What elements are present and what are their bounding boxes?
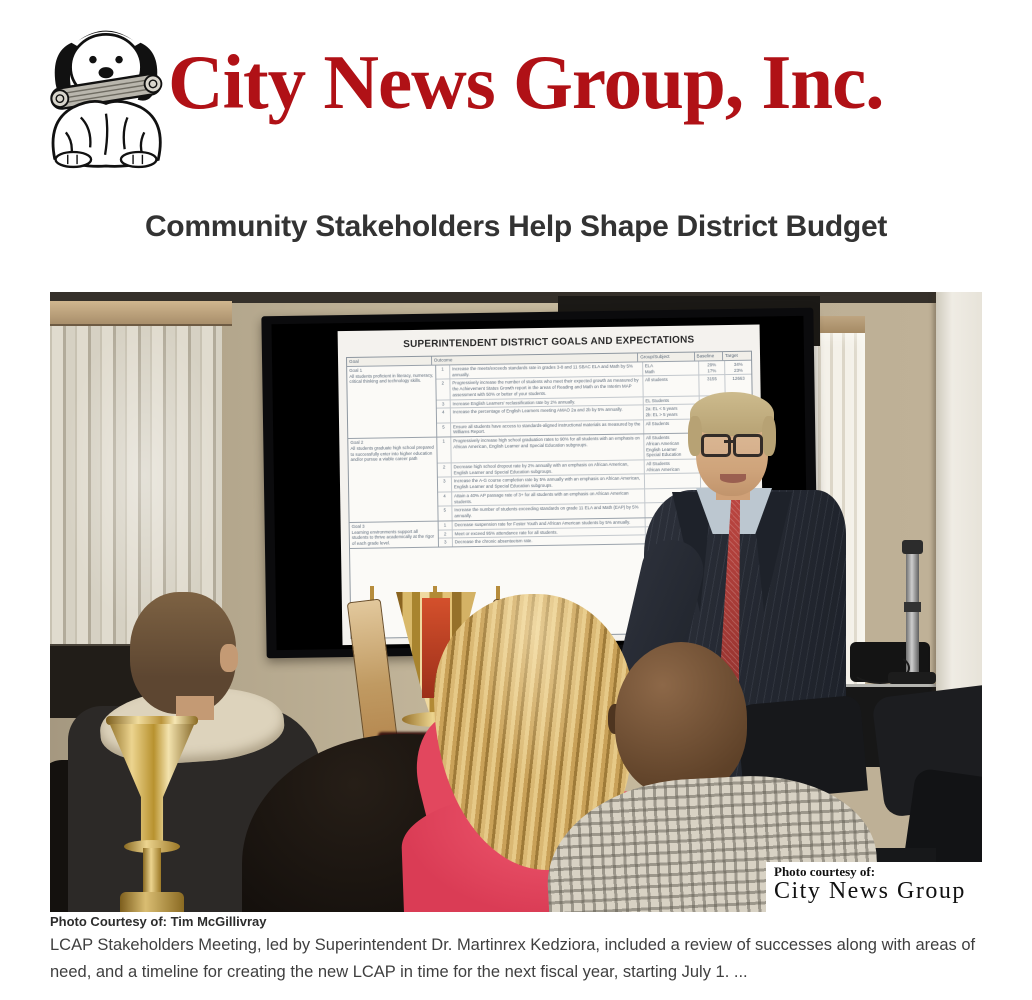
slide-outcome-row: 1 Decrease suspension rate for Foster Youth and African American students by 5% annually. xyxy=(438,516,753,530)
slide-outcome-row: 4 Increase the percentage of English Learners meeting AMAO 2a and 2b by 5% annually. 2a: EL < 5 years 2b: EL > 5 years xyxy=(437,404,752,423)
slide-outcome-row: 1 Progressively increase high school graduation rates to 90% for all students with an emphasis on African American, English Learner and Special Education subgroups. All Students African American English Learner Special Education xyxy=(437,433,753,464)
presenter-glasses xyxy=(701,434,763,454)
slide-outcome-row: 1 Increase the meets/exceeds standards rate in grades 3-8 and 11 SBAC ELA and Math by 5% annually. ELA Math 29% 17% 34% 23% xyxy=(436,361,751,380)
slide-outcome-row: 2 Progressively increase the number of students who meet their expected growth as measured by the Achievement Status Growth report in the areas of Reading and Math on the Interim MAP assessment with 50% or better of your students. All students 3155 12663 xyxy=(436,375,751,400)
audience-bald-man-head xyxy=(615,642,747,796)
watermark-line1: Photo courtesy of: xyxy=(774,864,876,879)
slide-column-header: Baseline xyxy=(694,352,723,360)
presenter-hair xyxy=(762,416,776,456)
gold-trophy xyxy=(102,716,206,912)
slide-goal-row: Goal 3 Learning environments support all students to thrive academically at the rigor of each grade level. 1 Decrease suspension rate for Foster Youth and African American students by 5% annually. 2 Meet or exceed 95% attendance rate for all students. 3 Decrease the chronic absenteeism rate. xyxy=(350,516,754,548)
photo-credit: Photo Courtesy of: Tim McGillivray xyxy=(50,914,267,929)
slide-goal-row: Goal 2 All students graduate high school prepared to successfully enter into higher education and/or pursue a viable career path 1 Progressively increase high school graduation rates to 90% for all students with an emphasis on African American, English Learner and Special Education subgroups. All Students African American English Learner Special Education 2 Decrease high school dropout rate by 2% annually with an emphasis on African American, English Learner and Special Education subgroups. All Students African American 3 Increase the A-G course completion rate by 5% annually with an emphasis on African American, English Learner and Special Education subgroups. 4 Attain a 40% AP passage rate of 3+ for all students with an emphasis on African American students. 5 Increase the number of students exceeding standards on grade 11 ELA and Math (EAP) by 5% annually. xyxy=(348,433,753,523)
dog-with-newspaper-icon xyxy=(36,16,176,176)
document-camera-clamp xyxy=(904,602,921,612)
watermark-line2: City News Group xyxy=(774,878,966,904)
slide-goal-row: Goal 1 All students proficient in literacy, numeracy, critical thinking and technology skills. 1 Increase the meets/exceeds standards rate in grades 3-8 and 11 SBAC ELA and Math by 5% annually. ELA Math 29% 17% 34% 23% 2 Progressively increase the number of students who meet their expected growth as measured by the Achievement Status Growth report in the areas of Reading and Math on the Interim MAP assessment with 50% or better of your students. All students 3155 12663 3 Increase English Learners' reclassification rate by 2% annually. EL Students 4 Increase the percentage of English Learners meeting AMAO 2a and 2b by 5% annually. 2a: EL < 5 years 2b: EL > 5 years 5 Ensure all students have access to standards-aligned instructional materials as measured by the Williams Report. All Students xyxy=(347,361,752,440)
slide-column-header: Goal xyxy=(347,357,432,366)
article-caption: LCAP Stakeholders Meeting, led by Superintendent Dr. Martinrex Kedziora, included a review of successes along with areas of need, and a timeline for creating the new LCAP in time for the next fiscal year, starting July 1. ... xyxy=(50,936,976,981)
document-camera-head xyxy=(902,540,923,554)
glasses-bridge xyxy=(724,440,734,443)
document-camera-base xyxy=(888,672,936,684)
window-valance-left xyxy=(50,301,232,326)
slide-outcome-row: 3 Increase English Learners' reclassification rate by 2% annually. EL Students xyxy=(436,395,751,409)
slide-outcome-row: 3 Increase the A-G course completion rate by 5% annually with an emphasis on African American, English Learner and Special Education subgroups. xyxy=(438,473,753,492)
slide-title: SUPERINTENDENT DISTRICT GOALS AND EXPECTATIONS xyxy=(403,334,695,351)
brand-title: City News Group, Inc. xyxy=(168,39,884,125)
presenter-mouth xyxy=(720,474,746,483)
presenter-hair xyxy=(688,416,702,456)
slide-column-header: Group/Subject xyxy=(638,353,694,362)
headline: Community Stakeholders Help Shape District Budget xyxy=(144,210,888,243)
slide-outcome-row: 5 Ensure all students have access to standards-aligned instructional materials as measured by the Williams Report. All Students xyxy=(437,418,752,436)
article-photo xyxy=(50,292,982,912)
slide-column-header: Target xyxy=(725,352,738,359)
glasses-lens xyxy=(701,434,731,457)
gold-trophy-cup xyxy=(106,724,198,842)
glasses-lens xyxy=(733,434,763,457)
gold-trophy-base xyxy=(120,892,184,912)
gold-trophy-rim xyxy=(106,716,198,725)
slide-outcome-row: 5 Increase the number of students exceeding standards on grade 11 ELA and Math (EAP) by 5% annually. xyxy=(438,502,753,520)
photo-watermark xyxy=(766,862,982,912)
audience-man-ear xyxy=(220,644,238,672)
slide-outcome-row: 2 Decrease high school dropout rate by 2% annually with an emphasis on African American, English Learner and Special Education subgroups. All Students African American xyxy=(437,459,752,478)
slide-outcome-row: 2 Meet or exceed 95% attendance rate for all students. xyxy=(439,525,754,539)
gold-trophy-stem xyxy=(143,848,161,896)
slide-outcome-row: 4 Attain a 40% AP passage rate of 3+ for all students with an emphasis on African American students. xyxy=(438,488,753,507)
slide-column-header: Outcome xyxy=(432,353,639,364)
document-camera-stand xyxy=(906,550,919,676)
slide-outcome-row: 3 Decrease the chronic absenteeism rate. xyxy=(439,534,754,547)
